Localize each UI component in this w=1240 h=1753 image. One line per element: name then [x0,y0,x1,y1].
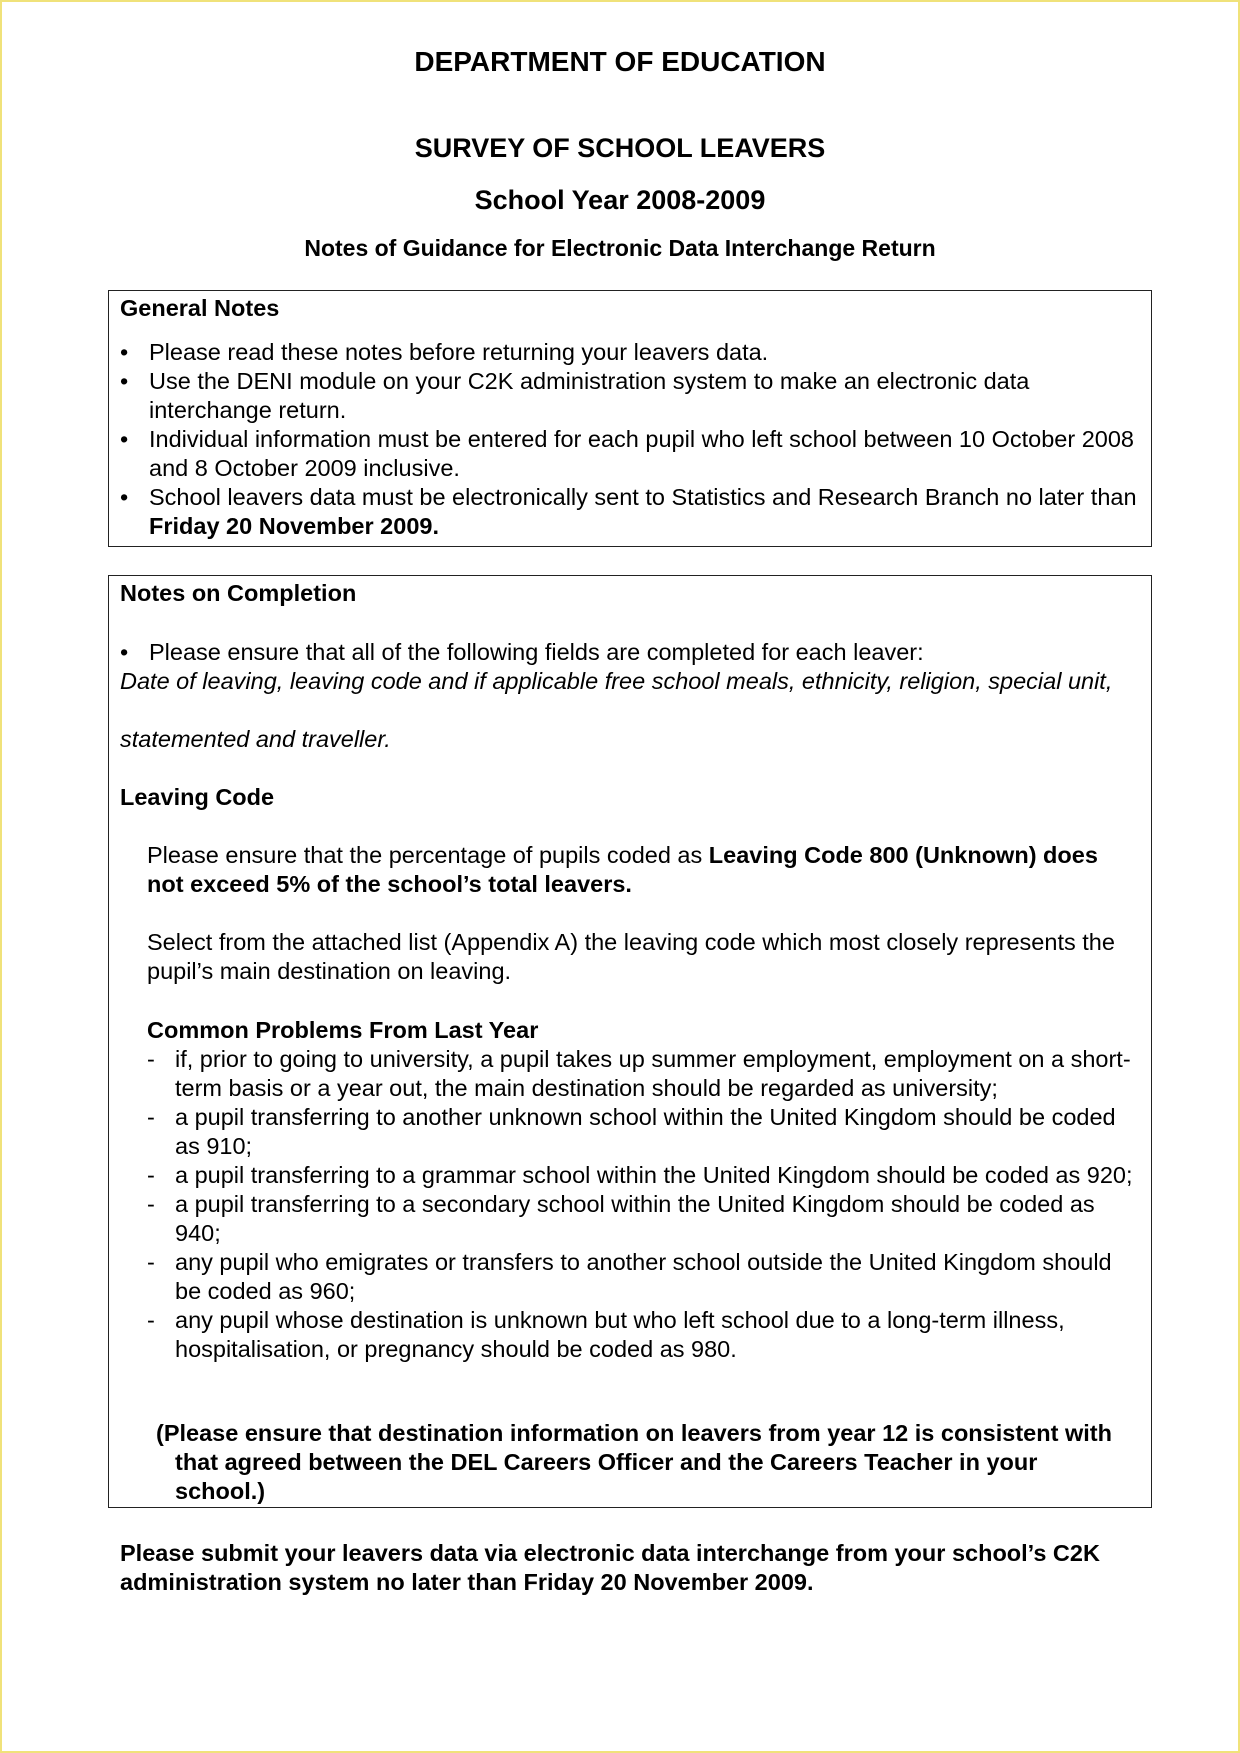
submission-note: Please submit your leavers data via electronic data interchange from your school’s C2K administration system no later than Friday 20 November 2009. [120,1540,1100,1595]
list-item: - if, prior to going to university, a pupil takes up summer employment, employment on a short-term basis or a year out, the main destination should be regarded as university; [147,1046,1131,1101]
dash-icon: - [147,1307,155,1333]
bullet-icon: • [120,339,129,365]
leaving-code-heading: Leaving Code [120,784,275,810]
common-problems-heading: Common Problems From Last Year [147,1017,539,1043]
dash-icon: - [147,1162,155,1188]
completion-notes-heading: Notes on Completion [120,580,357,606]
required-fields-line2: statemented and traveller. [120,726,391,752]
guidance-subtitle: Notes of Guidance for Electronic Data Interchange Return [304,235,936,261]
list-item: • Individual information must be entered for each pupil who left school between 10 October 2008 and 8 October 2009 inclusive. [120,426,1134,481]
percentage-note: Please ensure that the percentage of pupils coded as Leaving Code 800 (Unknown) does not exceed 5% of the school’s total leavers. [147,842,1098,897]
general-notes-box [108,290,1152,547]
list-item: - any pupil who emigrates or transfers to another school outside the United Kingdom should be coded as 960; [147,1249,1112,1304]
list-item: • Please read these notes before returning your leavers data. [120,339,769,365]
consistency-note: (Please ensure that destination information on leavers from year 12 is consistent with that agreed between the DEL Careers Officer and the Careers Teacher in your school.) [156,1420,1112,1504]
dash-icon: - [147,1191,155,1217]
list-item: • Use the DENI module on your C2K administration system to make an electronic data interchange return. [120,368,1030,423]
bullet-icon: • [120,484,129,510]
select-code-note: Select from the attached list (Appendix A) the leaving code which most closely represents the pupil’s main destination on leaving. [147,929,1115,984]
bullet-icon: • [120,639,129,665]
department-title: DEPARTMENT OF EDUCATION [414,46,826,77]
school-year-title: School Year 2008-2009 [474,185,766,215]
general-notes-list [120,338,1143,541]
bullet-icon: • [120,426,129,452]
list-item: - a pupil transferring to a grammar school within the United Kingdom should be coded as 920; [147,1162,1133,1188]
list-item: • School leavers data must be electronically sent to Statistics and Research Branch no later than Friday 20 November 2009. [120,484,1137,539]
general-notes-heading: General Notes [120,295,280,321]
completion-notes-box [108,575,1152,1508]
bullet-icon: • [120,368,129,394]
common-problems-list [147,1045,1137,1364]
dash-icon: - [147,1249,155,1275]
required-fields-line1: Date of leaving, leaving code and if applicable free school meals, ethnicity, religion, special unit, [120,668,1113,694]
deadline-date: Friday 20 November 2009. [149,513,439,539]
dash-icon: - [147,1104,155,1130]
list-item: • Please ensure that all of the following fields are completed for each leaver: [120,639,924,665]
dash-icon: - [147,1046,155,1072]
list-item: - a pupil transferring to a secondary school within the United Kingdom should be coded as 940; [147,1191,1095,1246]
list-item: - a pupil transferring to another unknown school within the United Kingdom should be coded as 910; [147,1104,1116,1159]
survey-title: SURVEY OF SCHOOL LEAVERS [414,133,826,163]
list-item: - any pupil whose destination is unknown but who left school due to a long-term illness, hospitalisation, or pregnancy should be coded as 980. [147,1307,1065,1362]
completion-list [120,638,1143,667]
